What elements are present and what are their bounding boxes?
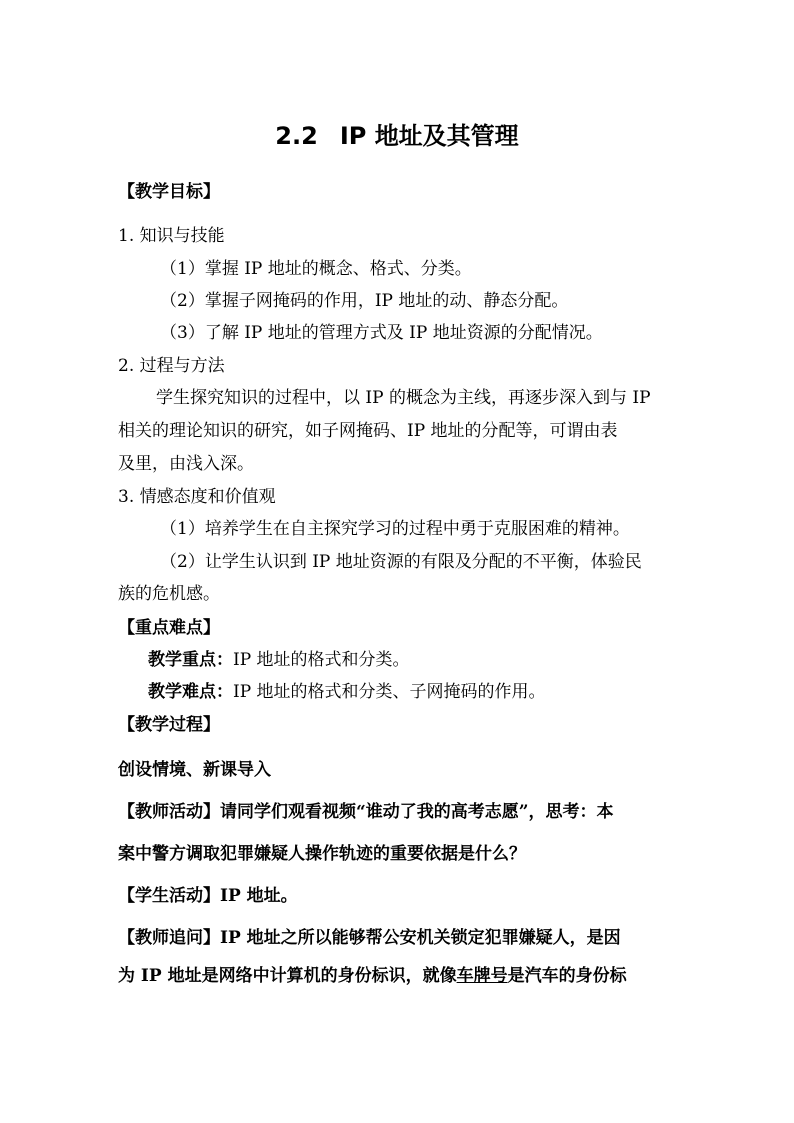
item3-heading: 3. 情感态度和价值观 xyxy=(118,487,276,507)
item2-para-line-2: 相关的理论知识的研究，如子网掩码、IP 地址的分配等，可谓由表 xyxy=(118,421,618,441)
item3-line-3: 族的危机感。 xyxy=(118,584,220,604)
difficult-label: 教学难点： xyxy=(148,682,233,702)
item2-heading: 2. 过程与方法 xyxy=(118,356,225,376)
section-number: 2.2 xyxy=(275,122,318,150)
section-title: IP 地址及其管理 xyxy=(339,122,519,150)
teacher-activity-line-2: 案中警方调取犯罪嫌疑人操作轨迹的重要依据是什么？ xyxy=(118,844,526,864)
intro-heading: 创设情境、新课导入 xyxy=(118,760,271,780)
item1-heading: 1. 知识与技能 xyxy=(118,226,225,246)
difficult-point-line xyxy=(148,680,546,704)
difficult-text: IP 地址的格式和分类、子网掩码的作用。 xyxy=(233,682,546,702)
item2-para-line-3: 及里，由浅入深。 xyxy=(118,454,254,474)
teacher-followup-line-1: 【教师追问】IP 地址之所以能够帮公安机关锁定犯罪嫌疑人，是因 xyxy=(118,928,621,948)
item1-line-1: （1）掌握 IP 地址的概念、格式、分类。 xyxy=(160,259,472,279)
student-activity: 【学生活动】IP 地址。 xyxy=(118,886,298,906)
item2-para-line-1: 学生探究知识的过程中，以 IP 的概念为主线，再逐步深入到与 IP xyxy=(156,388,651,408)
item3-line-2: （2）让学生认识到 IP 地址资源的有限及分配的不平衡，体验民 xyxy=(160,552,642,572)
followup-text-b: 是汽车的身份标 xyxy=(507,966,627,986)
key-heading: 【重点难点】 xyxy=(118,618,220,638)
key-point-label: 教学重点： xyxy=(148,650,233,670)
followup-text-a: 为 IP 地址是网络中计算机的身份标识，就像 xyxy=(118,966,457,986)
page-title xyxy=(0,121,794,151)
key-point-text: IP 地址的格式和分类。 xyxy=(233,650,410,670)
teacher-activity-line-1: 【教师活动】请同学们观看视频“谁动了我的高考志愿”，思考：本 xyxy=(118,802,614,822)
license-plate-term: 车牌号 xyxy=(456,966,508,986)
item1-line-3: （3）了解 IP 地址的管理方式及 IP 地址资源的分配情况。 xyxy=(160,323,603,343)
goals-heading: 【教学目标】 xyxy=(118,182,220,202)
item1-line-2: （2）掌握子网掩码的作用，IP 地址的动、静态分配。 xyxy=(160,291,569,311)
key-point-line xyxy=(148,648,410,672)
item3-line-1: （1）培养学生在自主探究学习的过程中勇于克服困难的精神。 xyxy=(160,519,630,539)
teacher-followup-line-2 xyxy=(118,964,627,988)
process-heading: 【教学过程】 xyxy=(118,715,220,735)
